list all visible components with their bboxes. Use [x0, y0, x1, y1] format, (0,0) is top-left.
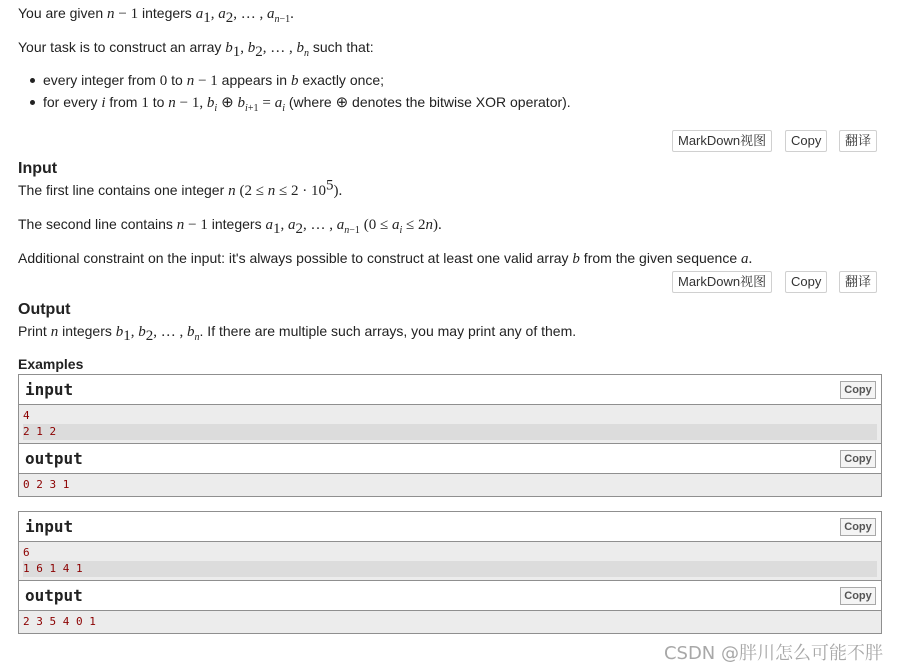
- conditions-list: [18, 70, 571, 114]
- copy-button[interactable]: Copy: [785, 271, 827, 293]
- input-label: input: [25, 380, 74, 399]
- input-label: input: [25, 517, 74, 536]
- input-line-2: The second line contains n − 1 integers $a_1$, $a_2$, … , $a_{n-1}$ $(0 \le a_i \le 2n)$.: [18, 216, 442, 237]
- input-line-1: The first line contains one integer n $(2 \le n \le 2 \cdot 10^5)$.: [18, 177, 343, 199]
- watermark: CSDN @胖川怎么可能不胖: [663, 643, 883, 664]
- example-output-body: [19, 611, 881, 633]
- output-label: output: [25, 586, 83, 605]
- example-output-title: [19, 443, 881, 474]
- example-2: [18, 511, 882, 634]
- input-heading: Input: [18, 160, 58, 177]
- statement-given: You are given n − 1 integers $a_1$, $a_2$, … , $a_{n-1}$.: [18, 5, 294, 26]
- output-line-1: Print n integers $b_1$, $b_2$, … , $b_n$. If there are multiple such arrays, you may print any of them.: [18, 323, 577, 344]
- translate-button[interactable]: 翻译: [839, 271, 877, 293]
- translate-button[interactable]: 翻译: [839, 130, 877, 152]
- markdown-view-button[interactable]: MarkDown视图: [672, 130, 772, 152]
- list-item: for every i from 1 to n − 1, $b_i$ ⊕ $b_{i+1} = a_i$ (where ⊕ denotes the bitwise XOR operator).: [18, 92, 571, 114]
- markdown-view-button[interactable]: MarkDown视图: [672, 271, 772, 293]
- copy-input-button[interactable]: Copy: [840, 518, 876, 536]
- example-output-title: [19, 580, 881, 611]
- input-line: 6: [23, 546, 30, 559]
- example-output-body: [19, 474, 881, 496]
- example-input-body: [19, 405, 881, 443]
- input-line-3: Additional constraint on the input: it's always possible to construct at least one valid array b from the given sequence a.: [18, 250, 753, 267]
- statement-task: Your task is to construct an array $b_1$, $b_2$, … , $b_n$ such that:: [18, 39, 374, 60]
- example-input-title: [19, 512, 881, 542]
- copy-output-button[interactable]: Copy: [840, 587, 876, 605]
- input-line: 2 1 2: [23, 424, 877, 440]
- copy-output-button[interactable]: Copy: [840, 450, 876, 468]
- output-heading: Output: [18, 301, 71, 318]
- output-line: 2 3 5 4 0 1: [23, 615, 96, 628]
- list-item: every integer from 0 to n − 1 appears in b exactly once;: [18, 70, 571, 92]
- example-input-title: [19, 375, 881, 405]
- copy-input-button[interactable]: Copy: [840, 381, 876, 399]
- examples-heading: Examples: [18, 356, 84, 372]
- output-label: output: [25, 449, 83, 468]
- input-line: 1 6 1 4 1: [23, 561, 877, 577]
- example-input-body: [19, 542, 881, 580]
- example-1: [18, 374, 882, 497]
- input-line: 4: [23, 409, 30, 422]
- output-line: 0 2 3 1: [23, 478, 70, 491]
- copy-button[interactable]: Copy: [785, 130, 827, 152]
